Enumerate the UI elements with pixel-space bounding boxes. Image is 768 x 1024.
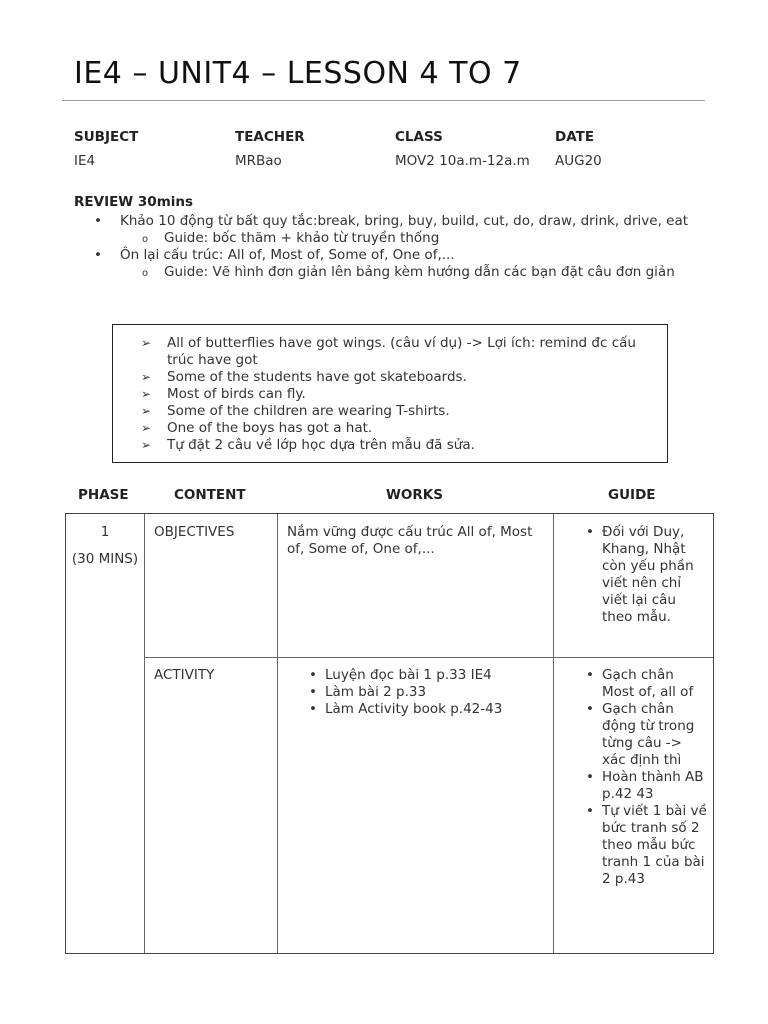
example-item <box>141 403 655 420</box>
meta-date-label: DATE <box>555 129 595 145</box>
arrow-bullet-icon: ➢ <box>141 404 152 418</box>
example-sentences-box <box>112 324 668 463</box>
arrow-bullet-icon: ➢ <box>141 421 152 435</box>
example-text: Some of the students have got skateboards. <box>167 369 467 385</box>
review-subitem-text: Guide: Vẽ hình đơn giản lên bảng kèm hướng dẫn các bạn đặt câu đơn giản <box>164 264 675 280</box>
arrow-bullet-icon: ➢ <box>141 387 152 401</box>
bullet-icon: • <box>586 524 594 540</box>
lesson-meta <box>0 129 768 179</box>
meta-teacher-label: TEACHER <box>235 129 305 145</box>
example-text: Tự đặt 2 câu về lớp học dựa trên mẫu đã sửa. <box>167 437 475 453</box>
content-cell-objectives: OBJECTIVES <box>154 524 235 540</box>
bullet-icon: • <box>309 667 317 683</box>
arrow-bullet-icon: ➢ <box>141 336 152 350</box>
works-item-text: Làm bài 2 p.33 <box>325 684 427 700</box>
example-text: All of butterflies have got wings. (câu ví dụ) -> Lợi ích: remind đc cấu trúc have got <box>167 335 636 368</box>
guide-item-text: Đối với Duy, Khang, Nhật còn yếu phần viết nên chỉ viết lại câu theo mẫu. <box>602 524 694 625</box>
example-item <box>141 369 655 386</box>
document-title: IE4 – UNIT4 – LESSON 4 TO 7 <box>74 56 522 91</box>
arrow-bullet-icon: ➢ <box>141 370 152 384</box>
works-cell-objectives: Nắm vững được cấu trúc All of, Most of, Some of, One of,... <box>287 524 533 557</box>
meta-subject <box>74 129 138 169</box>
header-works: WORKS <box>386 487 443 503</box>
bullet-icon: • <box>586 769 594 785</box>
example-text: Some of the children are wearing T-shirts. <box>167 403 450 419</box>
meta-date <box>555 129 602 169</box>
header-guide: GUIDE <box>608 487 656 503</box>
guide-item <box>580 667 708 701</box>
arrow-bullet-icon: ➢ <box>141 438 152 452</box>
guide-item-text: Tự viết 1 bài về bức tranh số 2 theo mẫu bức tranh 1 của bài 2 p.43 <box>602 803 707 887</box>
meta-teacher-value: MRBao <box>235 153 282 169</box>
guide-item <box>580 524 708 626</box>
guide-item <box>580 701 708 769</box>
header-phase: PHASE <box>78 487 129 503</box>
meta-subject-value: IE4 <box>74 153 96 169</box>
bullet-icon: • <box>586 667 594 683</box>
table-divider <box>277 514 278 953</box>
works-item-text: Luyện đọc bài 1 p.33 IE4 <box>325 667 492 683</box>
meta-class <box>395 129 530 169</box>
guide-cell-objectives <box>580 524 708 626</box>
title-divider <box>62 100 705 101</box>
review-subitem <box>74 264 714 281</box>
review-subitem-text: Guide: bốc thăm + khảo từ truyền thống <box>164 230 440 246</box>
works-item <box>303 701 548 718</box>
content-cell-activity: ACTIVITY <box>154 667 215 683</box>
example-item <box>141 335 655 369</box>
review-item-text: Ôn lại cấu trúc: All of, Most of, Some of, One of,... <box>120 247 455 263</box>
guide-item-text: Gạch chân Most of, all of <box>602 667 694 700</box>
review-heading: REVIEW 30mins <box>74 194 194 210</box>
example-item <box>141 386 655 403</box>
bullet-icon: • <box>94 213 102 229</box>
bullet-icon: • <box>94 247 102 263</box>
meta-class-value: MOV2 10a.m-12a.m <box>395 153 530 169</box>
phase-number: 1 <box>100 524 110 540</box>
lesson-table <box>65 513 714 954</box>
review-subitem <box>74 230 714 247</box>
phase-duration: (30 MINS) <box>71 551 139 567</box>
example-item <box>141 420 655 437</box>
table-divider <box>553 514 554 953</box>
meta-date-value: AUG20 <box>555 153 602 169</box>
example-item <box>141 437 655 454</box>
works-item <box>303 684 548 701</box>
guide-cell-activity <box>580 667 708 888</box>
header-content: CONTENT <box>174 487 246 503</box>
bullet-icon: • <box>586 701 594 717</box>
bullet-icon: • <box>309 684 317 700</box>
works-item <box>303 667 548 684</box>
guide-item-text: Gạch chân động từ trong từng câu -> xác định thì <box>602 701 695 768</box>
guide-item <box>580 769 708 803</box>
guide-item <box>580 803 708 888</box>
review-item <box>74 213 714 230</box>
phase-cell <box>66 524 144 568</box>
review-list <box>74 213 714 281</box>
example-text: One of the boys has got a hat. <box>167 420 373 436</box>
review-item-text: Khảo 10 động từ bất quy tắc:break, bring, buy, build, cut, do, draw, drink, drive, eat <box>120 213 689 229</box>
circle-bullet-icon: o <box>142 234 149 245</box>
table-divider <box>144 514 145 953</box>
bullet-icon: • <box>586 803 594 819</box>
circle-bullet-icon: o <box>142 268 149 279</box>
example-text: Most of birds can fly. <box>167 386 306 402</box>
bullet-icon: • <box>309 701 317 717</box>
meta-class-label: CLASS <box>395 129 443 145</box>
review-item <box>74 247 714 264</box>
meta-teacher <box>235 129 305 169</box>
table-row-divider <box>144 657 713 658</box>
works-item-text: Làm Activity book p.42-43 <box>325 701 503 717</box>
works-cell-activity <box>303 667 548 718</box>
meta-subject-label: SUBJECT <box>74 129 139 145</box>
guide-item-text: Hoàn thành AB p.42 43 <box>602 769 704 802</box>
